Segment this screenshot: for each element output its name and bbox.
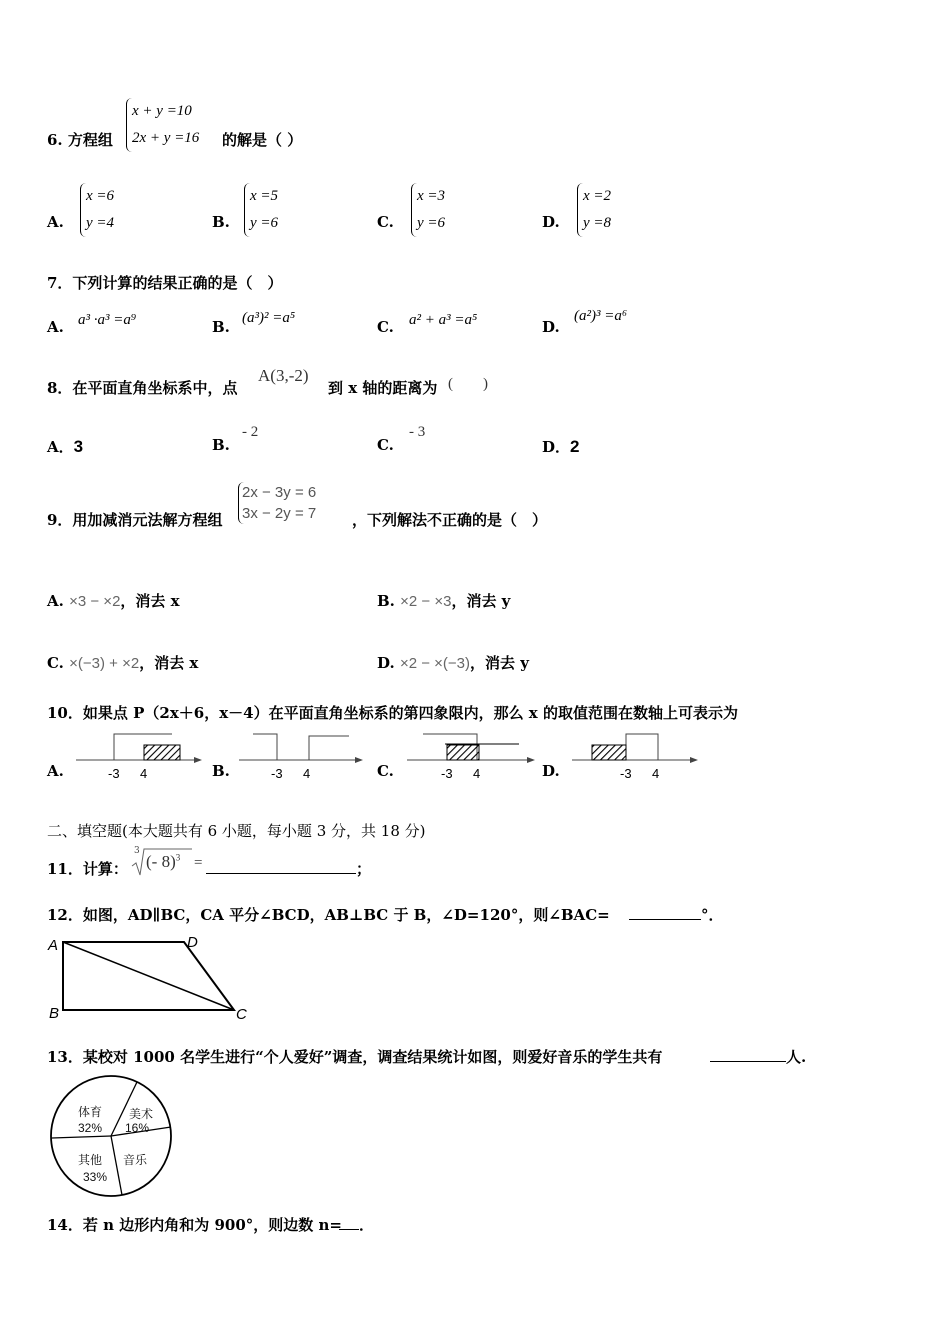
q13-tail: 人. [786,1048,807,1066]
q8-option-b-label: B. [212,436,230,454]
pie-label-other: 其他 [78,1153,103,1167]
q6-option-a-label: A. [47,213,64,231]
svg-text:-3: -3 [620,766,632,781]
q6-stem-tail: 的解是（ ） [222,131,303,149]
q6-option-d: x =2 y =8 [577,183,611,237]
svg-text:-3: -3 [108,766,120,781]
q10-numberline-d [568,728,708,786]
q9-option-d: D. ×2 − ×(−3)，消去 y [377,654,529,672]
q12-figure [44,930,260,1024]
svg-text:4: 4 [652,766,660,781]
q14-answer-blank [339,1214,359,1230]
q11-answer-blank [206,858,356,874]
q11-tail: ； [356,860,372,878]
svg-text:A: A [48,937,59,954]
q10-option-c-label: C. [377,762,394,780]
pie-pct-sports: 32% [78,1121,103,1135]
svg-text:4: 4 [140,766,148,781]
q7-option-d-label: D. [542,318,560,336]
q14-tail: ． [359,1216,375,1234]
q8-option-d: D．2 [542,437,580,456]
q12-stem: 12．如图，AD∥BC，CA 平分∠BCD，AB⊥BC 于 B，∠D=120°，则∠BAC= [47,906,610,924]
q6-option-b: x =5 y =6 [244,183,278,237]
q7-option-a: a³ ·a³ =a⁹ [78,312,137,328]
q6-option-d-label: D. [542,213,560,231]
pie-label-sports: 体育 [78,1105,103,1119]
q9-option-b: B. ×2 − ×3，消去 y [377,592,511,610]
q7-option-b-label: B. [212,318,230,336]
svg-text:4: 4 [473,766,481,781]
svg-text:C: C [236,1006,247,1023]
q6-system: x + y =10 2x + y =16 [126,98,199,152]
q8-option-a: A．3 [47,437,84,456]
pie-label-music: 音乐 [123,1153,148,1167]
svg-text:D: D [187,934,198,951]
q7-option-c: a² + a³ =a⁵ [409,312,478,328]
q10-option-d-label: D. [542,762,560,780]
q8-stem: 8．在平面直角坐标系中，点 [47,379,238,397]
pie-pct-art: 16% [125,1121,150,1135]
q10-numberline-b [235,728,375,786]
q13-stem: 13．某校对 1000 名学生进行“个人爱好”调查，调查结果统计如图，则爱好音乐的学生共有 [47,1048,663,1066]
q10-option-a-label: A. [47,762,64,780]
q8-option-b: - 2 [242,424,259,440]
q8-option-c: - 3 [409,424,426,440]
q10-numberline-c [403,728,543,786]
svg-text:4: 4 [303,766,311,781]
q9-stem-tail: ，下列解法不正确的是（ ） [352,511,548,529]
q8-stem-tail: 到 x 轴的距离为 [328,379,438,397]
q13-pie-chart [47,1074,177,1198]
q6-option-c-label: C. [377,213,394,231]
q9-stem: 9．用加减消元法解方程组 [47,511,223,529]
q7-option-a-label: A. [47,318,64,336]
q11-stem: 11．计算： [47,860,128,878]
q7-option-d: (a²)³ =a⁶ [574,308,628,324]
svg-text:B: B [49,1005,60,1022]
svg-text:-3: -3 [271,766,283,781]
q12-tail: °． [701,906,724,924]
q10-numberline-a [72,728,212,786]
pie-label-art: 美术 [129,1107,154,1121]
q6-stem: 6. 方程组 [47,131,113,149]
q8-point: A(3,-2) [258,366,309,385]
q10-option-b-label: B. [212,762,230,780]
svg-text:-3: -3 [441,766,453,781]
q7-stem: 7．下列计算的结果正确的是（ ） [47,274,283,292]
q12-answer-blank [629,904,701,920]
q11-equals: = [194,855,203,871]
q9-system: 2x − 3y = 6 3x − 2y = 7 [238,482,316,524]
q13-answer-blank [710,1046,786,1062]
q7-option-c-label: C. [377,318,394,336]
q9-option-a: A. ×3 − ×2，消去 x [47,592,180,610]
q7-option-b: (a³)² =a⁵ [242,310,296,326]
q9-option-c: C. ×(−3) + ×2，消去 x [47,654,199,672]
q10-stem: 10．如果点 P（2x＋6，x－4）在平面直角坐标系的第四象限内，那么 x 的取值范围在数轴上可表示为 [47,704,738,722]
q6-option-a: x =6 y =4 [80,183,114,237]
q6-option-c: x =3 y =6 [411,183,445,237]
q6-option-b-label: B. [212,213,230,231]
q14-stem: 14．若 n 边形内角和为 900°，则边数 n= [47,1216,342,1234]
q8-option-c-label: C. [377,436,394,454]
pie-pct-other: 33% [83,1170,108,1184]
q8-paren: ( ) [448,376,488,392]
section-2-title: 二、填空题(本大题共有 6 小题，每小题 3 分，共 18 分) [47,822,426,840]
